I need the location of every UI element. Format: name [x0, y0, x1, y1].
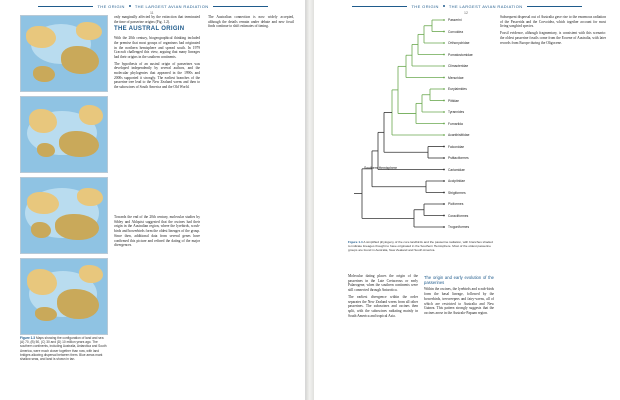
- body-paragraph: Towards the end of the 20th century, molecular studies by Sibley and Ahlquist suggested that the oscines had their origin in the Australian region, where the lyrebirds, scrub-birds and bowerbirds form the oldest lineages of the group. Since then, additional data from several genes have confirmed this picture and refined the dating of the major divergences.: [114, 215, 200, 248]
- figure-caption-label: Figure 1.4: [348, 240, 363, 244]
- taxon-label: Menuridae: [448, 75, 464, 80]
- body-paragraph: The Australian connection is now widely accepted, although the details remain under debate and new fossil finds continue to shift estimates of timing.: [208, 15, 294, 29]
- austral-label: Southern Hemisphere: [364, 166, 397, 170]
- body-paragraph: Fossil evidence, although fragmentary, is consistent with this scenario: the oldest passerine fossils come from the Eocene of Australia, with later records from Europe during the Oligocene.: [500, 31, 606, 45]
- taxon-label: Coraciiformes: [448, 213, 469, 218]
- page-number: 11: [150, 11, 154, 15]
- text-column-1: [114, 15, 200, 92]
- figure-caption-label: Figure 1.3: [20, 336, 36, 340]
- text-column-2: [208, 15, 294, 31]
- taxon-tip: [443, 157, 445, 159]
- taxon-label: Corvoidea: [448, 29, 464, 34]
- header-rule: [527, 6, 582, 7]
- taxon-tip: [443, 88, 445, 90]
- phylogeny-figure: [348, 16, 610, 248]
- taxon-tip: [443, 54, 445, 56]
- header-rule: [38, 6, 93, 7]
- taxon-tip: [443, 19, 445, 21]
- taxon-label: Cariamidae: [448, 167, 465, 172]
- header-rule: [213, 6, 268, 7]
- right-page: [314, 0, 620, 400]
- text-column-r2: [424, 274, 494, 318]
- taxon-tip: [443, 192, 445, 194]
- taxon-label: Pittidae: [448, 98, 459, 103]
- body-paragraph: The earliest divergence within the order separates the New Zealand wrens from all other passerines. The suboscines and oscines then split, with the suboscines radiating mainly in South America and tropical Asia.: [348, 294, 418, 318]
- body-paragraph: With the 20th century, biogeographical thinking included the premise that most groups of organisms had originated in the northern hemisphere and spread south. In 1979 Cracraft challenged this view, arguing that many lineages had their origins in the southern continents.: [114, 36, 200, 59]
- phylogeny-tree: [348, 16, 498, 241]
- header-rule: [352, 6, 407, 7]
- figure-caption-maps: [20, 336, 108, 361]
- taxon-tip: [443, 180, 445, 182]
- taxon-label: Climacteridae: [448, 64, 469, 68]
- taxon-tip: [443, 31, 445, 33]
- figure-caption-text: Maps showing the configuration of land and sea (A) 70, (B) 50, (C) 30 and (D) 10 million years ago. The southern continents, including Australia, Antarctica and South America, were much closer together than now, with land bridges allowing dispersal between them. Blue areas mark shallow seas, and land is shown in tan.: [20, 336, 107, 362]
- taxon-label: Passerini: [448, 18, 462, 22]
- taxon-tip: [443, 226, 445, 228]
- header-title: THE ORIGIN: [97, 3, 125, 9]
- text-column-r1: [348, 274, 418, 320]
- paleomap-d: [20, 258, 108, 335]
- text-column-r3: [500, 15, 606, 47]
- taxon-tip: [443, 42, 445, 44]
- figure-caption-tree: [348, 240, 494, 252]
- sub-heading: The origin and early evolution of the passerines: [424, 275, 494, 285]
- taxon-label: Pomatostomidae: [448, 52, 473, 57]
- taxon-tip: [443, 215, 445, 217]
- body-paragraph: The hypothesis of an austral origin of passerines was developed independently by several authors, and the molecular phylogenies that appeared in the 1990s and 2000s supported it strongly. The earliest branches of the passerine tree lead to the New Zealand wrens and then to the suboscines of South America and the Old World.: [114, 61, 200, 90]
- taxon-tip: [443, 65, 445, 67]
- taxon-label: Trogoniformes: [448, 225, 470, 229]
- body-paragraph: Subsequent dispersal out of Australia gave rise to the enormous radiation of the Passerida and the Corvoidea, which together account for most living songbird species.: [500, 15, 606, 29]
- section-title: THE AUSTRAL ORIGIN: [114, 26, 185, 33]
- paleomap-a: [20, 15, 108, 92]
- paleomap-c: [20, 177, 108, 254]
- taxon-label: Strigiformes: [448, 190, 466, 195]
- taxon-tip: [443, 134, 445, 136]
- figure-caption-text: A simplified phylogeny of the core landbirds and the passerine radiation, with branches shaded to indicate lineages thought to have originated in the Southern Hemisphere. Most of the oldest passerine groups are found in Australia, New Zealand and South America.: [348, 240, 493, 252]
- taxon-label: Falconidae: [448, 144, 465, 149]
- taxon-label: Accipitridae: [448, 179, 466, 183]
- header-dot: [443, 5, 445, 7]
- paleomap-b: [20, 96, 108, 173]
- taxon-tip: [443, 123, 445, 125]
- book-gutter: [306, 0, 314, 400]
- taxon-label: Piciformes: [448, 202, 464, 206]
- taxon-tip: [443, 77, 445, 79]
- header-dot: [129, 5, 131, 7]
- taxon-label: Tyrannides: [448, 110, 465, 114]
- taxon-tip: [443, 111, 445, 113]
- body-paragraph: Within the oscines, the lyrebirds and scrub-birds form the basal lineage, followed by the bowerbirds, treecreepers and fairy-wrens, all of which are restricted to Australia and New Guinea. This pattern strongly suggests that the oscines arose in the Australo-Papuan region.: [424, 287, 494, 315]
- taxon-label: Furnariida: [448, 121, 463, 126]
- header-subtitle: THE LARGEST AVIAN RADIATION: [448, 3, 523, 9]
- left-page: [0, 0, 306, 400]
- intro-paragraph: only marginally affected by the extinction that terminated the time of passerine origins (Fig. 1.2).: [114, 15, 200, 24]
- taxon-label: Psittaciformes: [448, 156, 469, 160]
- page-number: 12: [464, 11, 468, 15]
- taxon-tip: [443, 146, 445, 148]
- taxon-tip: [443, 203, 445, 205]
- taxon-tip: [443, 100, 445, 102]
- header-subtitle: THE LARGEST AVIAN RADIATION: [134, 3, 209, 9]
- taxon-tip: [443, 169, 445, 171]
- running-head-right: [314, 2, 620, 10]
- text-column-1b: [114, 215, 200, 250]
- body-paragraph: Molecular dating places the origin of the passerines in the Late Cretaceous or early Palaeogene, when the southern continents were still connected through Antarctica.: [348, 274, 418, 293]
- running-head-left: [0, 2, 306, 10]
- taxon-label: Acanthisittidae: [448, 133, 470, 137]
- header-title: THE ORIGIN: [411, 3, 439, 9]
- taxon-label: Eurylaimides: [448, 87, 467, 91]
- taxon-label: Orthonychidae: [448, 41, 470, 45]
- paleomap-column: [20, 15, 108, 335]
